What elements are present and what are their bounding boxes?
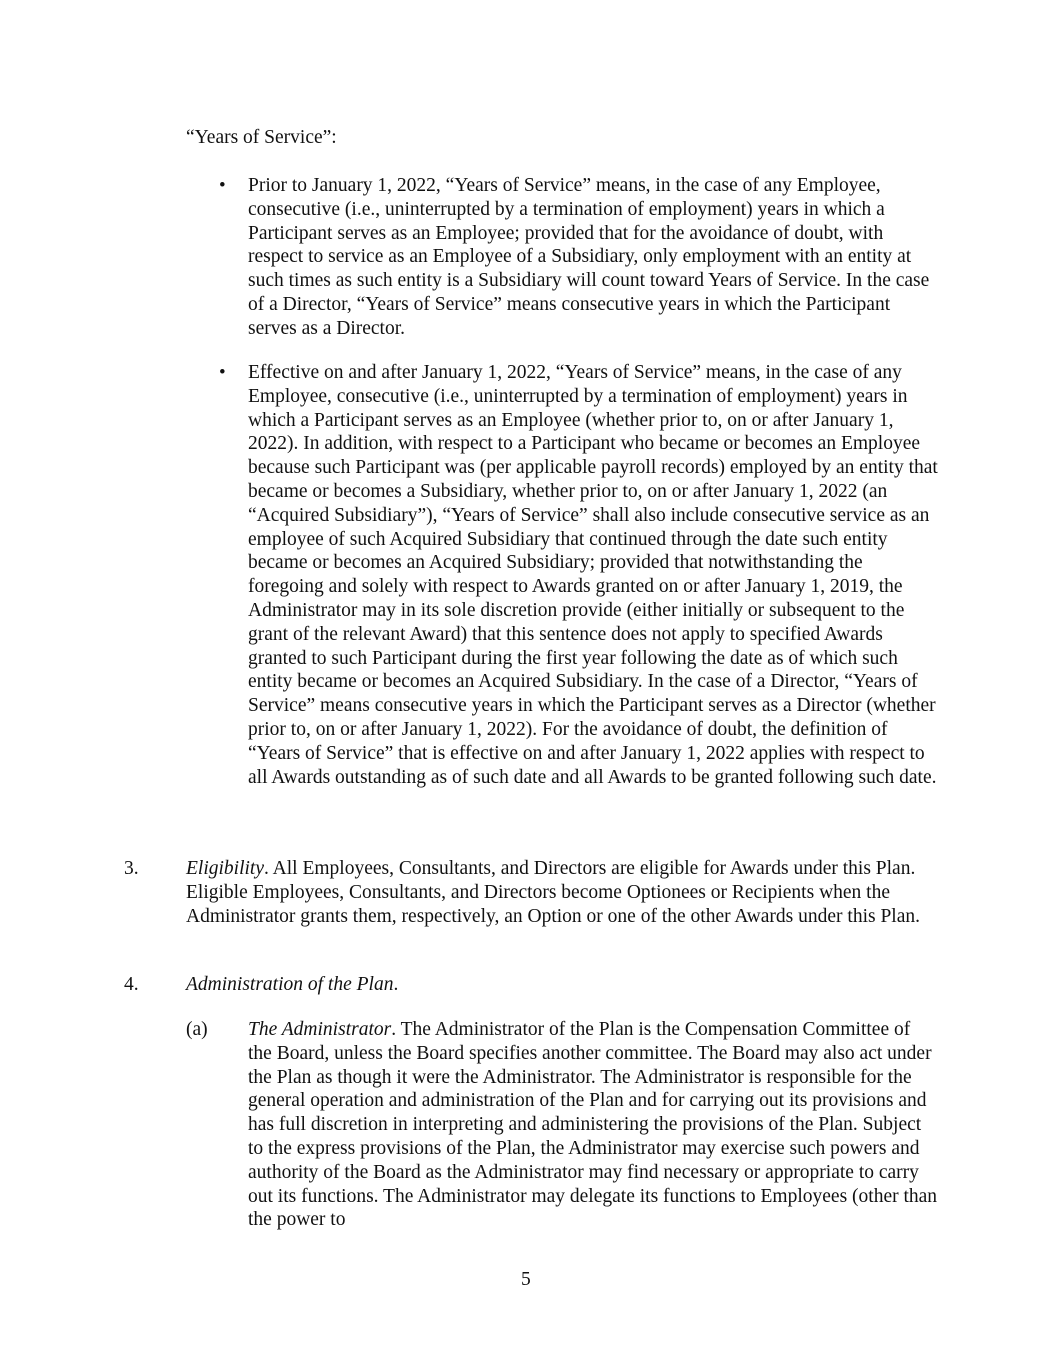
bullet-1-text: Prior to January 1, 2022, “Years of Service” means, in the case of any Employee, consecutive (i.e., uninterrupted by a termination of employment) years in which a Participant serves as an Employee; provided that for the avoidance of doubt, with respect to service as an Employee of a Subsidiary, only employment with an entity at such times as such entity is a Subsidiary will count toward Years of Service. In the case of a Director, “Years of Service” means consecutive years in which the Participant serves as a Director. <box>248 175 930 339</box>
bullet-2-symbol: • <box>219 362 226 383</box>
section-4-title: Administration of the Plan <box>186 974 394 995</box>
section-3-text: . All Employees, Consultants, and Directors are eligible for Awards under this Plan. Eligible Employees, Consultants, and Directors become Optionees or Recipients when the Administrator grants them, respectively, an Option or one of the other Awards under this Plan. <box>186 858 920 927</box>
section-4-number: 4. <box>124 974 139 995</box>
section-3-paragraph <box>186 857 926 928</box>
section-4a-title: The Administrator <box>248 1019 392 1040</box>
bullet-2-text: Effective on and after January 1, 2022, “Years of Service” means, in the case of any Employee, consecutive (i.e., uninterrupted by a termination of employment) years in which a Participant serves as an Employee (whether prior to, on or after January 1, 2022). In addition, with respect to a Participant who became or becomes an Employee because such Participant was (per applicable payroll records) employed by an entity that became or becomes a Subsidiary, whether prior to, on or after January 1, 2022 (an “Acquired Subsidiary”), “Years of Service” shall also include consecutive service as an employee of such Acquired Subsidiary that continued through the date such entity became or becomes an Acquired Subsidiary; provided that notwithstanding the foregoing and solely with respect to Awards granted on or after January 1, 2019, the Administrator may in its sole discretion provide (either initially or subsequent to the grant of the relevant Award) that this sentence does not apply to specified Awards granted to such Participant during the first year following the date as of which such entity became or becomes an Acquired Subsidiary. In the case of a Director, “Years of Service” means consecutive years in which the Participant serves as a Director (whether prior to, on or after January 1, 2022). For the avoidance of doubt, the definition of “Years of Service” that is effective on and after January 1, 2022 applies with respect to all Awards outstanding as of such date and all Awards to be granted following such date. <box>248 362 938 788</box>
section-4a-label: (a) <box>186 1019 208 1040</box>
section-3-title: Eligibility <box>186 858 264 879</box>
section-4-heading <box>186 973 398 997</box>
section-4a-paragraph <box>248 1018 938 1232</box>
page-number: 5 <box>521 1269 531 1290</box>
section-4-title-suffix: . <box>393 974 399 995</box>
years-of-service-heading: “Years of Service”: <box>186 127 337 148</box>
section-3-number: 3. <box>124 858 139 879</box>
section-4a-text: . The Administrator of the Plan is the Compensation Committee of the Board, unless the Board specifies another committee. The Board may also act under the Plan as though it were the Administrator. The Administrator is responsible for the general operation and administration of the Plan and for carrying out its provisions and has full discretion in interpreting and administering the provisions of the Plan. Subject to the express provisions of the Plan, the Administrator may exercise such powers and authority of the Board as the Administrator may find necessary or appropriate to carry out its functions. The Administrator may delegate its functions to Employees (other than the power to <box>248 1019 938 1231</box>
bullet-1-symbol: • <box>219 175 226 196</box>
